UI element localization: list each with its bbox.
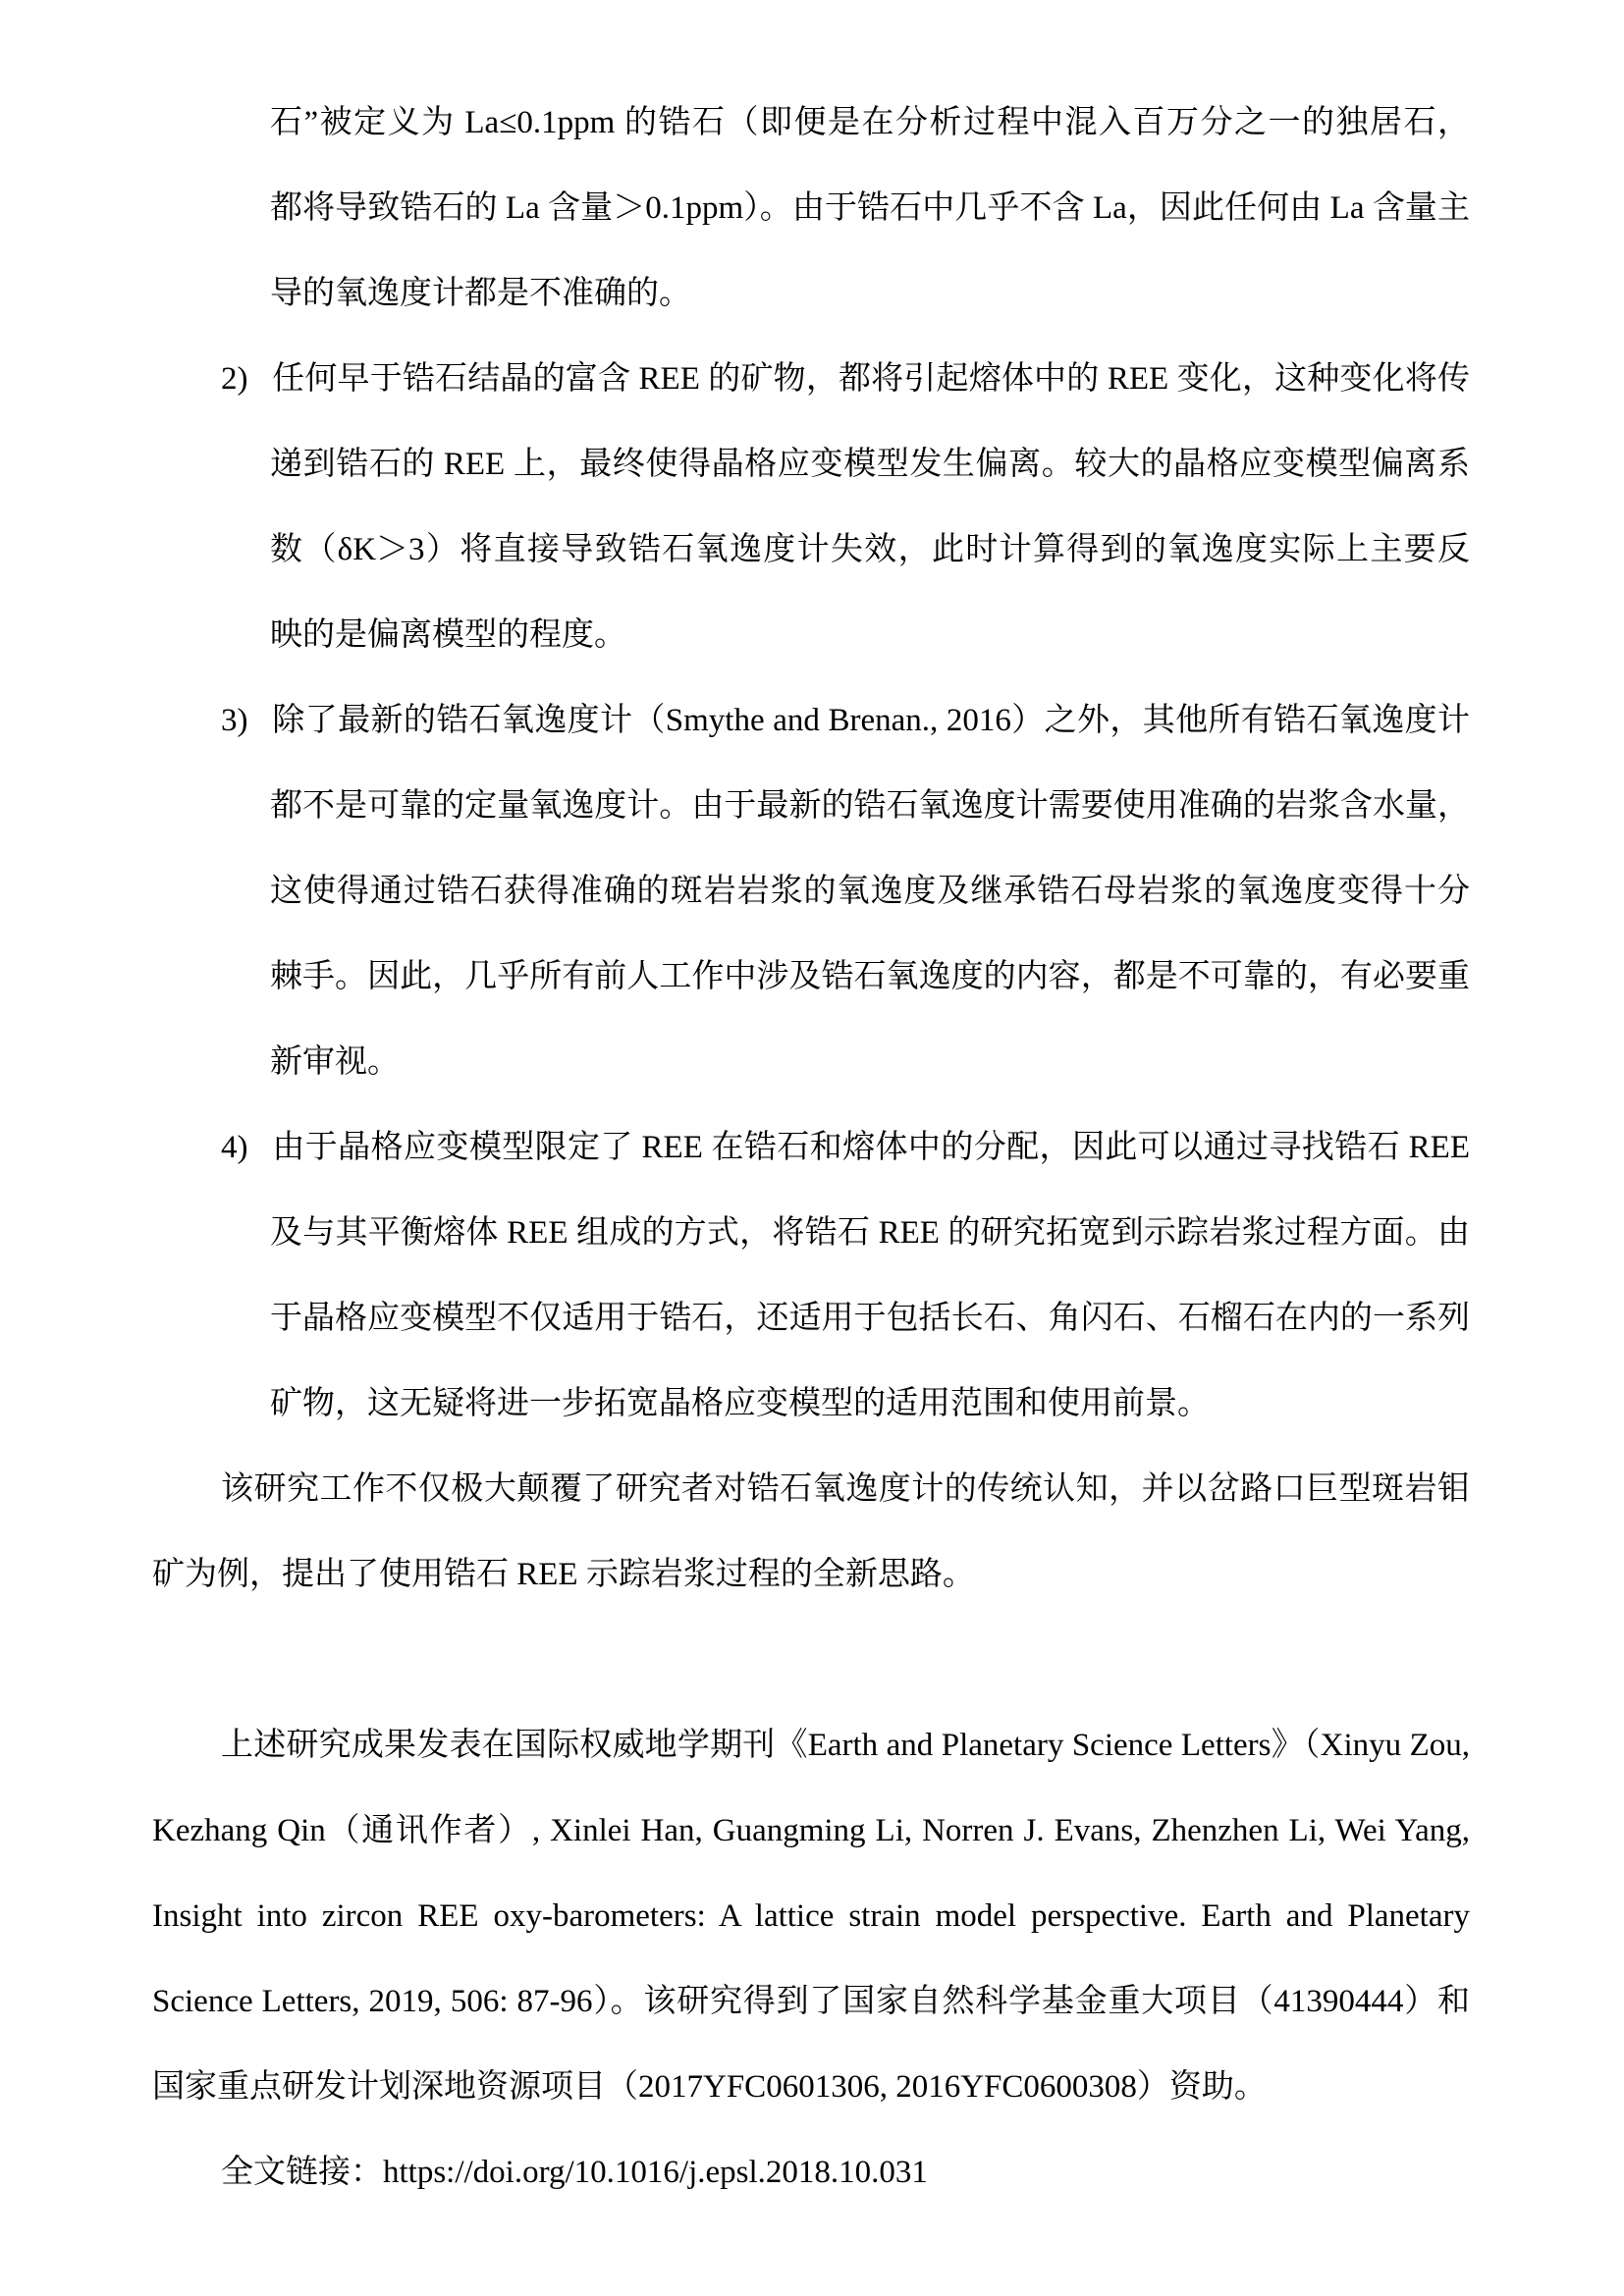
text-line: 映的是偏离模型的程度。 xyxy=(270,617,626,653)
text-line: 数（δK＞3）将直接导致锆石氧逸度计失效，此时计算得到的氧逸度实际上主要反 xyxy=(270,532,1470,567)
text-line: 这使得通过锆石获得准确的斑岩岩浆的氧逸度及继承锆石母岩浆的氧逸度变得十分 xyxy=(270,874,1470,909)
list-number: 3) xyxy=(221,703,248,738)
list-text: 任何早于锆石结晶的富含 REE 的矿物，都将引起熔体中的 REE 变化，这种变化将传 xyxy=(272,361,1470,397)
list-item-line xyxy=(221,337,1470,422)
text-line xyxy=(221,2130,1470,2216)
text-line: 都将导致锆石的 La 含量＞0.1ppm）。由于锆石中几乎不含 La，因此任何由 La 含量主 xyxy=(270,190,1470,226)
list-number: 4) xyxy=(221,1130,248,1165)
doi-url: https://doi.org/10.1016/j.epsl.2018.10.031 xyxy=(383,2155,928,2190)
document-body xyxy=(0,80,1624,2216)
text-line: Science Letters, 2019, 506: 87-96）。该研究得到了国家自然科学基金重大项目（41390444）和 xyxy=(152,1984,1470,2019)
list-text: 由于晶格应变模型限定了 REE 在锆石和熔体中的分配，因此可以通过寻找锆石 REE xyxy=(272,1130,1470,1165)
text-line: 导的氧逸度计都是不准确的。 xyxy=(270,276,691,311)
blank-line xyxy=(0,1618,1624,1703)
link-label: 全文链接： xyxy=(221,2155,383,2190)
list-text: 除了最新的锆石氧逸度计（Smythe and Brenan., 2016）之外，其他所有锆石氧逸度计 xyxy=(272,703,1470,738)
text-line: 新审视。 xyxy=(270,1044,400,1080)
list-item-line xyxy=(221,678,1470,764)
list-number: 2) xyxy=(221,361,248,397)
text-line: 国家重点研发计划深地资源项目（2017YFC0601306, 2016YFC0600308）资助。 xyxy=(152,2069,1267,2105)
text-line: 递到锆石的 REE 上，最终使得晶格应变模型发生偏离。较大的晶格应变模型偏离系 xyxy=(270,447,1470,482)
text-line: 矿为例，提出了使用锆石 REE 示踪岩浆过程的全新思路。 xyxy=(152,1557,975,1592)
text-line: Kezhang Qin（通讯作者）, Xinlei Han, Guangming Li, Norren J. Evans, Zhenzhen Li, Wei Yang, xyxy=(152,1813,1470,1848)
text-line: 上述研究成果发表在国际权威地学期刊《Earth and Planetary Science Letters》（Xinyu Zou, xyxy=(221,1728,1470,1763)
text-line: 该研究工作不仅极大颠覆了研究者对锆石氧逸度计的传统认知，并以岔路口巨型斑岩钼 xyxy=(221,1471,1470,1507)
text-line: 及与其平衡熔体 REE 组成的方式，将锆石 REE 的研究拓宽到示踪岩浆过程方面。由 xyxy=(270,1215,1470,1251)
text-line: 矿物，这无疑将进一步拓宽晶格应变模型的适用范围和使用前景。 xyxy=(270,1386,1210,1421)
text-line: Insight into zircon REE oxy-barometers: A lattice strain model perspective. Earth and Planetary xyxy=(152,1898,1470,1934)
text-line: 棘手。因此，几乎所有前人工作中涉及锆石氧逸度的内容，都是不可靠的，有必要重 xyxy=(270,959,1470,994)
text-line: 都不是可靠的定量氧逸度计。由于最新的锆石氧逸度计需要使用准确的岩浆含水量， xyxy=(270,788,1470,824)
text-line: 于晶格应变模型不仅适用于锆石，还适用于包括长石、角闪石、石榴石在内的一系列 xyxy=(270,1301,1470,1336)
text-line: 石”被定义为 La≤0.1ppm 的锆石（即便是在分析过程中混入百万分之一的独居石， xyxy=(270,105,1470,140)
list-item-line xyxy=(221,1105,1470,1191)
